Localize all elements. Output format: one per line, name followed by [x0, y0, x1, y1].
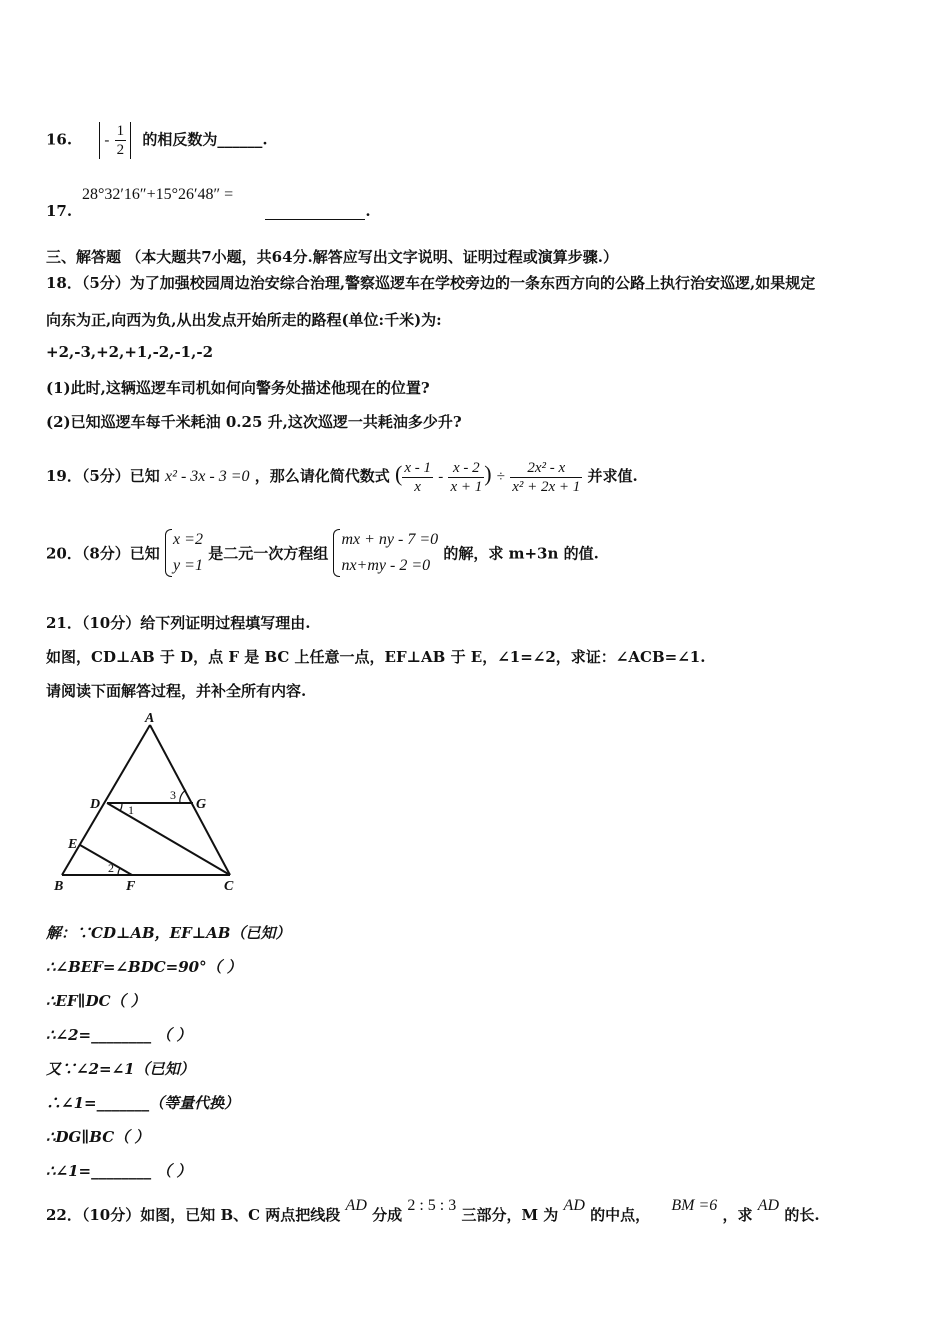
q22-ratio: 2 : 5 : 3 — [407, 1197, 457, 1214]
q21-step-0: 解：∵CD⊥AB，EF⊥AB（已知） — [46, 924, 291, 942]
q19-tail: 并求值. — [587, 467, 638, 485]
q17-expression: 28°32′16″+15°26′48″ = — [82, 186, 234, 203]
q18-sub2: (2)已知巡逻车每千米耗油 0.25 升,这次巡逻一共耗油多少升? — [46, 413, 462, 431]
edge-ab — [62, 725, 150, 875]
q19-fraction-2: $\frac{x - 2}{x + 1}$ — [450, 459, 483, 495]
q21-step-2: ∴EF∥DC（ ） — [46, 992, 146, 1010]
q21-line1: 21．（10分）给下列证明过程填写理由. — [46, 614, 311, 632]
q21-line3: 请阅读下面解答过程，并补全所有内容. — [46, 682, 307, 700]
q21-step-4: 又∵∠2=∠1（已知） — [46, 1060, 195, 1078]
label-b: B — [54, 879, 64, 894]
q20 — [46, 527, 599, 579]
label-g: G — [196, 797, 207, 812]
angle-mark-1 — [120, 803, 122, 811]
angle-mark-2 — [118, 868, 120, 875]
angle-label-2: 2 — [108, 861, 114, 875]
q16-fraction: $\frac{1}{2}$ — [116, 123, 125, 158]
section-3-title: 三、解答题 （本大题共7小题，共64分.解答应写出文字说明、证明过程或演算步骤.） — [46, 248, 618, 266]
q19-fraction-3: $\frac{\text{2x² - x}}{\text{x² + 2x + 1}}$ — [512, 459, 581, 495]
q20-mid: 是二元一次方程组 — [208, 544, 329, 563]
q22-ad-1: AD — [345, 1197, 367, 1214]
q19-condition: x² - 3x - 3 =0 — [165, 468, 250, 485]
q17: 17. . — [46, 202, 371, 220]
q21-step-5: ∴∠1=_______（等量代换） — [46, 1094, 240, 1112]
q22-ad-2: AD — [563, 1197, 585, 1214]
angle-label-3: 3 — [170, 788, 176, 802]
q22: 22．（10分）如图，已知 B、C 两点把线段 AD 分成 2 : 5 : 3 三部分，M 为 AD 的中点， BM =6 ，求 AD 的长. — [46, 1197, 820, 1224]
q21-step-6: ∴DG∥BC（ ） — [46, 1128, 150, 1146]
q20-tail: 的解，求 m+3n 的值. — [443, 544, 599, 563]
angle-label-1: 1 — [128, 803, 134, 817]
q18-line2: 向东为正,向西为负,从出发点开始所走的路程(单位:千米)为: — [46, 311, 442, 329]
q21-triangle-figure — [50, 710, 250, 895]
label-a: A — [145, 711, 155, 726]
q17-answer-blank — [265, 204, 365, 220]
segment-ef — [80, 845, 132, 875]
label-d: D — [90, 797, 101, 812]
q19-fraction-1: $\frac{x - 1}{x}$ — [404, 459, 431, 495]
q21-line2: 如图，CD⊥AB 于 D，点 F 是 BC 上任意一点，EF⊥AB 于 E，∠1=∠2，求证：∠ACB=∠1. — [46, 648, 706, 666]
q16-number: 16. — [46, 130, 73, 149]
q19-mid: ，那么请化简代数式 — [254, 467, 390, 485]
q16-sign: - — [104, 132, 110, 149]
label-e: E — [68, 837, 78, 852]
q21-step-3: ∴∠2=________ （ ） — [46, 1026, 192, 1044]
label-f: F — [126, 879, 136, 894]
q21-step-1: ∴∠BEF=∠BDC=90°（ ） — [46, 958, 242, 976]
q20-equation-system: mx + ny - 7 =0 nx+my - 2 =0 — [333, 527, 438, 579]
q22-ad-3: AD — [757, 1197, 780, 1214]
q16 — [46, 122, 268, 159]
q18-sub1: (1)此时,这辆巡逻车司机如何向警务处描述他现在的位置? — [46, 379, 430, 397]
q16-abs-expr — [99, 122, 131, 159]
q16-text: 的相反数为______. — [142, 130, 268, 149]
q17-number: 17. — [46, 202, 73, 220]
q18-line1: 18．（5分）为了加强校园周边治安综合治理,警察巡逻车在学校旁边的一条东西方向的公路上执行治安巡逻,如果规定 — [46, 274, 816, 292]
q21-step-7: ∴∠1=________ （ ） — [46, 1162, 192, 1180]
q20-solution-system: x =2 y =1 — [165, 527, 203, 579]
q22-bm: BM =6 — [671, 1197, 718, 1214]
q22-head: 22．（10分）如图，已知 B、C 两点把线段 — [46, 1206, 341, 1224]
q20-head: 20．（8分）已知 — [46, 544, 160, 563]
q19: 19．（5分）已知 x² - 3x - 3 =0 ，那么请化简代数式 ( $\frac{x - 1}{x}$ - $\frac{x - 2}{x + 1}$ ) ÷ $\frac{\text{2x² - x}}{\text{x² + 2x + 1}}$ 并求值. — [46, 459, 638, 495]
label-c: C — [224, 879, 234, 894]
q19-head: 19．（5分）已知 — [46, 467, 160, 485]
q18-data: +2,-3,+2,+1,-2,-1,-2 — [46, 343, 213, 361]
